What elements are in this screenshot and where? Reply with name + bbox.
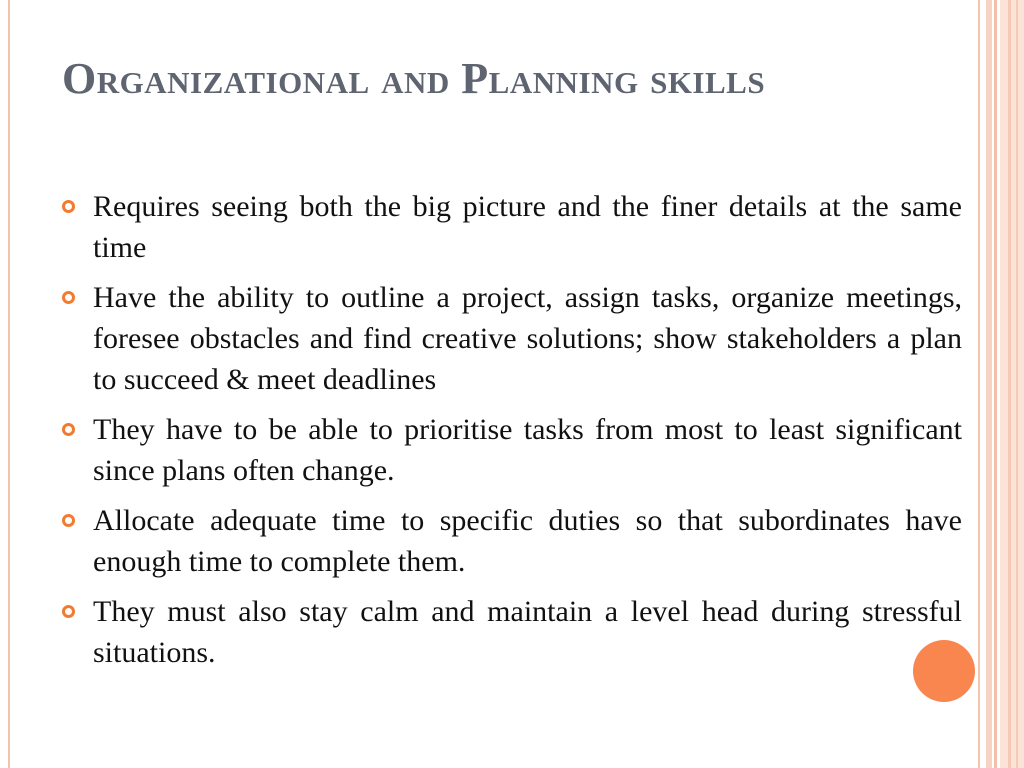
bullet-circle-icon bbox=[62, 514, 75, 527]
bullet-item bbox=[62, 186, 962, 268]
slide-title: Organizational and Planning skills bbox=[62, 54, 766, 103]
decorative-orange-circle bbox=[913, 640, 975, 702]
bullet-text: Allocate adequate time to specific duties so that subordinates have enough time to complete them. bbox=[93, 504, 962, 578]
bullet-circle-icon bbox=[62, 423, 75, 436]
left-border-line bbox=[8, 0, 10, 768]
bullet-circle-icon bbox=[62, 605, 75, 618]
right-decor-stripe bbox=[986, 0, 992, 768]
right-decor-stripe bbox=[994, 0, 997, 768]
bullet-text: Requires seeing both the big picture and the finer details at the same time bbox=[93, 190, 962, 264]
bullet-text: Have the ability to outline a project, assign tasks, organize meetings, foresee obstacles and find creative solutions; show stakeholders a plan to succeed & meet deadlines bbox=[93, 281, 962, 396]
right-decor-stripe bbox=[1008, 0, 1011, 768]
bullet-item bbox=[62, 277, 962, 400]
bullet-text: They must also stay calm and maintain a level head during stressful situations. bbox=[93, 595, 962, 669]
right-decor-stripe bbox=[1016, 0, 1018, 768]
right-decor-stripe bbox=[978, 0, 980, 768]
bullet-text: They have to be able to prioritise tasks from most to least significant since plans often change. bbox=[93, 413, 962, 487]
bullet-item bbox=[62, 591, 962, 673]
bullet-list bbox=[62, 186, 962, 682]
bullet-item bbox=[62, 500, 962, 582]
bullet-circle-icon bbox=[62, 200, 75, 213]
bullet-circle-icon bbox=[62, 291, 75, 304]
right-decor-band bbox=[1000, 0, 1024, 768]
bullet-item bbox=[62, 409, 962, 491]
